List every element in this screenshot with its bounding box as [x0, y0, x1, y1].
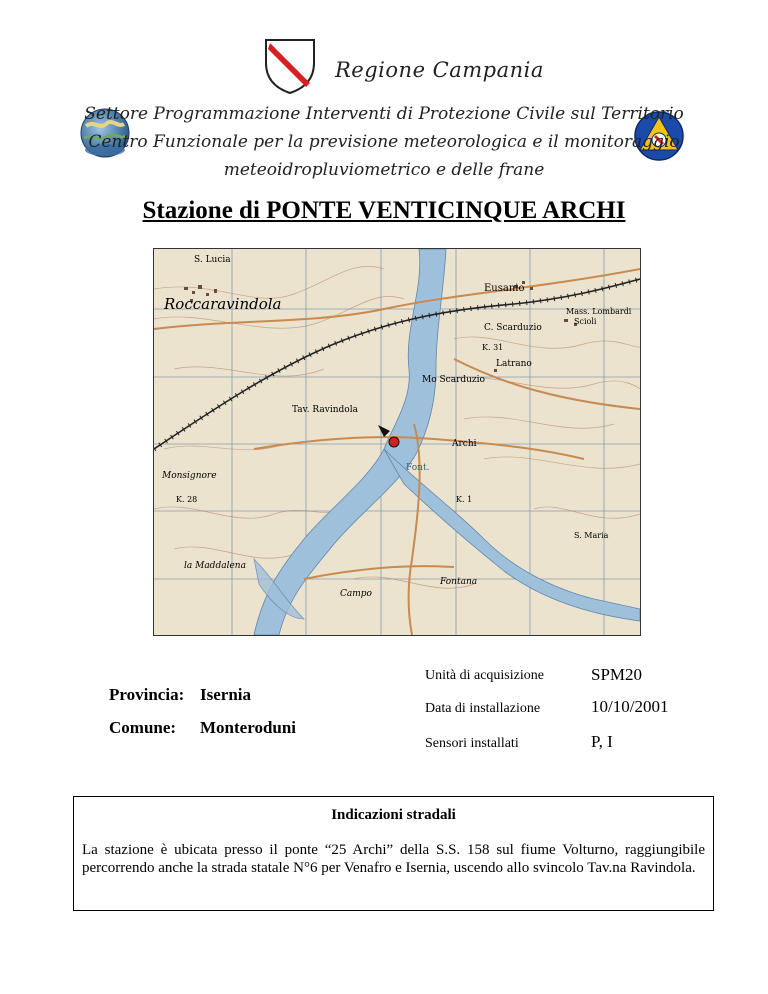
- map-label: Font.: [406, 463, 430, 473]
- map-label: Scioli: [574, 317, 597, 326]
- department-line-2: Centro Funzionale per la previsione meteorologica e il monitoraggio: [88, 132, 680, 152]
- map-label: la Maddalena: [184, 561, 246, 571]
- provincia-label: Provincia:: [109, 685, 185, 704]
- map-label: Fontana: [440, 577, 478, 587]
- page-title: Stazione di PONTE VENTICINQUE ARCHI: [142, 197, 626, 224]
- directions-title: Indicazioni stradali: [331, 807, 456, 823]
- map-label: S. Maria: [574, 531, 609, 540]
- map-label: Latrano: [496, 359, 532, 369]
- map-label: S. Lucia: [194, 255, 231, 265]
- install-date-label: Data di installazione: [425, 701, 541, 716]
- region-title: Regione Campania: [335, 58, 544, 82]
- sensors-value: P, I: [591, 732, 613, 751]
- acquisition-unit-value: SPM20: [591, 665, 643, 684]
- map-label: Monsignore: [162, 471, 217, 481]
- map-label: K. 1: [456, 495, 473, 504]
- topographic-map: [153, 248, 641, 636]
- map-label: C. Scarduzio: [484, 323, 542, 333]
- map-label: K. 31: [482, 343, 504, 352]
- department-line-3: meteoidropluviometrico e delle frane: [223, 160, 545, 180]
- directions-box: [73, 796, 714, 911]
- map-label: Eusanio: [484, 283, 525, 294]
- provincia-value: Isernia: [200, 685, 251, 704]
- directions-text: La stazione è ubicata presso il ponte “25 Archi” della S.S. 158 sul fiume Volturno, raggiungibile percorrendo anche la strada statale N°6 per Venafro e Isernia, uscendo allo svincolo Tav.na Ravindola.: [82, 842, 705, 876]
- map-label: Roccaravindola: [164, 295, 282, 313]
- sensors-label: Sensori installati: [425, 736, 519, 751]
- map-label: Archi: [452, 439, 477, 449]
- department-line-1: Settore Programmazione Interventi di Protezione Civile sul Territorio: [84, 104, 684, 124]
- map-label: Mass. Lombardi: [566, 307, 632, 316]
- map-label: Campo: [340, 589, 372, 599]
- acquisition-unit-label: Unità di acquisizione: [425, 668, 544, 683]
- install-date-value: 10/10/2001: [591, 697, 669, 716]
- comune-label: Comune:: [109, 718, 177, 737]
- map-label: K. 28: [176, 495, 198, 504]
- map-label: Mo Scarduzio: [422, 375, 485, 385]
- map-label: Tav. Ravindola: [292, 405, 358, 415]
- regione-campania-coat-of-arms: [262, 37, 318, 95]
- comune-value: Monteroduni: [200, 718, 297, 737]
